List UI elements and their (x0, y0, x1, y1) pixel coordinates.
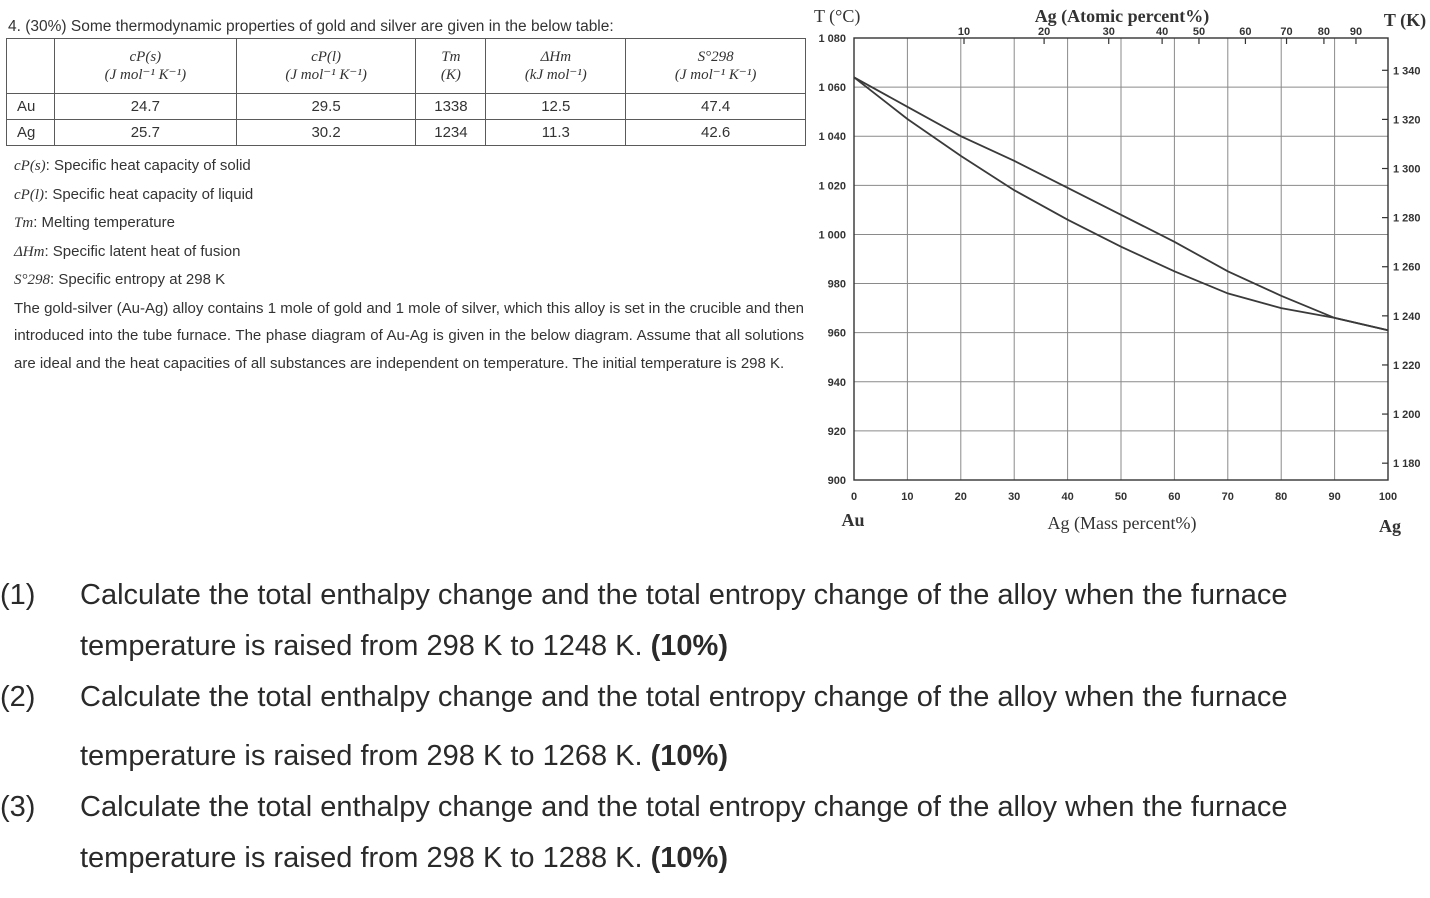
cell-cps: 25.7 (54, 120, 236, 146)
x-axis-title: Ag (Mass percent%) (1047, 513, 1197, 533)
y-tick-label: 900 (827, 475, 846, 487)
right-tick-label: 1 240 (1393, 310, 1421, 323)
question-number: (3) (0, 791, 36, 823)
x-tick-label: 10 (901, 491, 914, 503)
y-tick-label: 940 (827, 376, 846, 389)
header-cpl: cP(l) (J mol⁻¹ K⁻¹) (236, 39, 416, 94)
y-tick-label: 1 040 (818, 131, 846, 144)
header-tm: Tm (K) (416, 39, 486, 94)
header-dhm: ΔHm (kJ mol⁻¹) (486, 39, 626, 94)
question-item (0, 782, 1430, 884)
row-element: Ag (7, 120, 55, 146)
table-row (7, 120, 806, 146)
right-tick-label: 1 200 (1393, 409, 1421, 422)
y-tick-label: 980 (827, 278, 846, 291)
definition-item: ΔHm: Specific latent heat of fusion (14, 242, 241, 260)
x-tick-label: 30 (1008, 491, 1021, 503)
cell-cpl: 30.2 (236, 120, 416, 146)
question-item (0, 570, 1430, 672)
x-tick-label: 100 (1378, 491, 1398, 503)
top-tick-label: 30 (1102, 26, 1115, 38)
chart-grid (854, 38, 1388, 480)
top-axis-title: Ag (Atomic percent%) (1034, 6, 1210, 26)
problem-description: The gold-silver (Au-Ag) alloy contains 1 mole of gold and 1 mole of silver, which this alloy is set in the crucible and then introduced into the tube furnace. The phase diagram of Au-Ag is given in the below diagram. Assume that all solutions are ideal and the heat capacities of all substances are independent on temperature. The initial temperature is 298 K. (14, 299, 804, 372)
x-tick-label: 70 (1221, 491, 1234, 503)
x-tick-label: 40 (1061, 491, 1074, 503)
x-tick-label: 80 (1275, 491, 1288, 503)
y-tick-label: 1 020 (818, 180, 846, 193)
question-text-line2: temperature is raised from 298 K to 1248 K. (80, 630, 643, 662)
top-tick-label: 70 (1280, 26, 1293, 38)
y-tick-label: 1 080 (818, 33, 846, 45)
question-item (0, 672, 1430, 782)
y-axis-left-title: T (°C) (814, 6, 861, 26)
x-tick-label: 20 (954, 491, 967, 503)
question-points: (10%) (650, 842, 728, 874)
x-end-label-left: Au (841, 510, 865, 530)
question-points: (10%) (650, 740, 728, 772)
y-tick-label: 920 (827, 425, 846, 438)
x-tick-label: 0 (850, 491, 858, 503)
top-tick-label: 20 (1037, 26, 1051, 38)
y-tick-label: 1 060 (818, 82, 846, 95)
cell-cps: 24.7 (54, 94, 236, 120)
y-axis-right-title: T (K) (1383, 10, 1427, 30)
cell-dhm: 11.3 (486, 120, 626, 146)
x-tick-label: 60 (1168, 491, 1181, 503)
header-cps: cP(s) (J mol⁻¹ K⁻¹) (54, 39, 236, 94)
problem-title: 4. (30%) Some thermodynamic properties of gold and silver are given in the below table: (8, 18, 614, 35)
question-number: (2) (0, 681, 36, 713)
question-text-line1: Calculate the total enthalpy change and the total entropy change of the alloy when the furnace (80, 791, 1288, 823)
top-tick-label: 60 (1239, 26, 1252, 38)
question-text-line2: temperature is raised from 298 K to 1288 K. (80, 842, 643, 874)
cell-tm: 1338 (416, 94, 486, 120)
right-tick-label: 1 260 (1393, 261, 1421, 274)
top-tick-label: 90 (1349, 26, 1363, 38)
question-number: (1) (0, 579, 36, 611)
x-end-label-right: Ag (1379, 516, 1401, 536)
question-points: (10%) (650, 630, 728, 662)
header-s298: S°298 (J mol⁻¹ K⁻¹) (626, 39, 806, 94)
right-tick-label: 1 220 (1393, 359, 1421, 372)
right-tick-label: 1 320 (1393, 114, 1421, 127)
question-text-line1: Calculate the total enthalpy change and the total entropy change of the alloy when the furnace (80, 579, 1288, 611)
top-tick-label: 40 (1155, 26, 1169, 38)
cell-dhm: 12.5 (486, 94, 626, 120)
right-tick-label: 1 280 (1393, 212, 1421, 225)
y-tick-label: 960 (827, 327, 846, 340)
definition-item: cP(s): Specific heat capacity of solid (14, 157, 251, 174)
table-row (7, 94, 806, 120)
cell-s298: 47.4 (626, 94, 806, 120)
y-tick-label: 1 000 (818, 229, 846, 242)
right-tick-label: 1 180 (1393, 458, 1421, 471)
question-text-line1: Calculate the total enthalpy change and the total entropy change of the alloy when the furnace (80, 681, 1288, 713)
cell-tm: 1234 (416, 120, 486, 146)
x-tick-label: 90 (1328, 491, 1341, 503)
cell-cpl: 29.5 (236, 94, 416, 120)
right-tick-label: 1 340 (1393, 65, 1421, 78)
row-element: Au (7, 94, 55, 120)
table-header-row (7, 39, 806, 94)
x-tick-label: 50 (1114, 491, 1128, 503)
definition-item: cP(l): Specific heat capacity of liquid (14, 185, 254, 203)
top-tick-label: 50 (1192, 26, 1206, 38)
phase-diagram-chart (808, 0, 1430, 545)
question-text-line2: temperature is raised from 298 K to 1268 K. (80, 740, 643, 772)
top-tick-label: 10 (957, 26, 971, 38)
symbol-definitions (14, 152, 804, 377)
question-list (0, 570, 1430, 884)
properties-table (6, 38, 806, 146)
definition-item: Tm: Melting temperature (14, 214, 175, 231)
right-tick-label: 1 300 (1393, 163, 1421, 176)
definition-item: S°298: Specific entropy at 298 K (14, 271, 226, 288)
top-tick-label: 80 (1317, 26, 1331, 38)
header-element (7, 39, 55, 94)
cell-s298: 42.6 (626, 120, 806, 146)
